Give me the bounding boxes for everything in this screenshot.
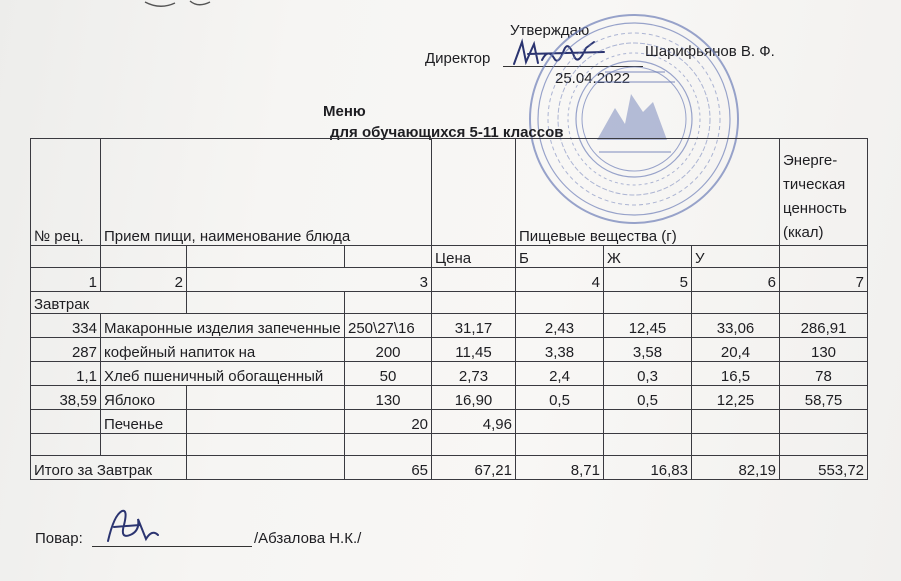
director-name: Шарифьянов В. Ф.: [645, 43, 775, 60]
signature-line: [503, 66, 643, 67]
total-fat: 16,83: [604, 456, 692, 480]
yield: 130: [345, 386, 432, 410]
protein: 2,43: [516, 314, 604, 338]
price: 16,90: [432, 386, 516, 410]
price: 4,96: [432, 410, 516, 434]
yield: 20: [345, 410, 432, 434]
protein: 2,4: [516, 362, 604, 386]
header-rec-no: № рец.: [31, 139, 101, 246]
yield: 50: [345, 362, 432, 386]
subheader-b: Б: [516, 246, 604, 268]
carbs: 20,4: [692, 338, 780, 362]
header-nutrients: Пищевые вещества (г): [516, 139, 780, 246]
fat: 12,45: [604, 314, 692, 338]
energy: 130: [780, 338, 868, 362]
table-row: [31, 362, 868, 386]
cook-signature: [100, 505, 170, 549]
dish-name: кофейный напиток на: [101, 338, 345, 362]
col-number: 1: [31, 268, 101, 292]
subheader-u: У: [692, 246, 780, 268]
fat: 0,3: [604, 362, 692, 386]
rec-no: [31, 410, 101, 434]
approval-date: 25.04.2022: [555, 70, 631, 87]
dish-name: Макаронные изделия запеченные: [101, 314, 345, 338]
fat: [604, 410, 692, 434]
menu-title: Меню: [323, 103, 366, 120]
col-number: 3: [187, 268, 432, 292]
cook-name: /Абзалова Н.К./: [254, 530, 362, 547]
price: 2,73: [432, 362, 516, 386]
table-row: [31, 338, 868, 362]
menu-subtitle: для обучающихся 5-11 классов: [330, 124, 564, 141]
protein: 0,5: [516, 386, 604, 410]
top-edge-marks: [140, 0, 220, 12]
fat: 3,58: [604, 338, 692, 362]
total-row: [31, 456, 868, 480]
energy: 286,91: [780, 314, 868, 338]
total-carbs: 82,19: [692, 456, 780, 480]
price: 11,45: [432, 338, 516, 362]
total-protein: 8,71: [516, 456, 604, 480]
header-energy: Энерге-тическая ценность (ккал): [780, 139, 868, 246]
col-number: 6: [692, 268, 780, 292]
dish-name: Хлеб пшеничный обогащенный: [101, 362, 345, 386]
carbs: [692, 410, 780, 434]
table-row: [31, 314, 868, 338]
cook-label: Повар:: [35, 530, 83, 547]
total-energy: 553,72: [780, 456, 868, 480]
col-number: 5: [604, 268, 692, 292]
protein: [516, 410, 604, 434]
yield: 250\27\16: [345, 314, 432, 338]
director-position: Директор: [425, 50, 491, 67]
table-row: [31, 410, 868, 434]
carbs: 16,5: [692, 362, 780, 386]
col-number: 4: [516, 268, 604, 292]
cook-signature-line: [92, 546, 252, 547]
total-label: Итого за Завтрак: [31, 456, 187, 480]
section-label: Завтрак: [31, 292, 187, 314]
total-price: 67,21: [432, 456, 516, 480]
energy: [780, 410, 868, 434]
price: 31,17: [432, 314, 516, 338]
table-row: [31, 386, 868, 410]
subheader-zh: Ж: [604, 246, 692, 268]
menu-table: [30, 138, 868, 480]
energy: 58,75: [780, 386, 868, 410]
header-dish: Прием пищи, наименование блюда: [101, 139, 432, 246]
subheader-price: Цена: [432, 246, 516, 268]
rec-no: 38,59: [31, 386, 101, 410]
carbs: 33,06: [692, 314, 780, 338]
protein: 3,38: [516, 338, 604, 362]
carbs: 12,25: [692, 386, 780, 410]
approve-word: Утверждаю: [510, 22, 590, 39]
col-number: 2: [101, 268, 187, 292]
fat: 0,5: [604, 386, 692, 410]
total-yield: 65: [345, 456, 432, 480]
dish-name: Яблоко: [101, 386, 187, 410]
header-empty: [432, 139, 516, 246]
dish-name: Печенье: [101, 410, 187, 434]
rec-no: 334: [31, 314, 101, 338]
energy: 78: [780, 362, 868, 386]
yield: 200: [345, 338, 432, 362]
col-number: 7: [780, 268, 868, 292]
rec-no: 1,1: [31, 362, 101, 386]
rec-no: 287: [31, 338, 101, 362]
